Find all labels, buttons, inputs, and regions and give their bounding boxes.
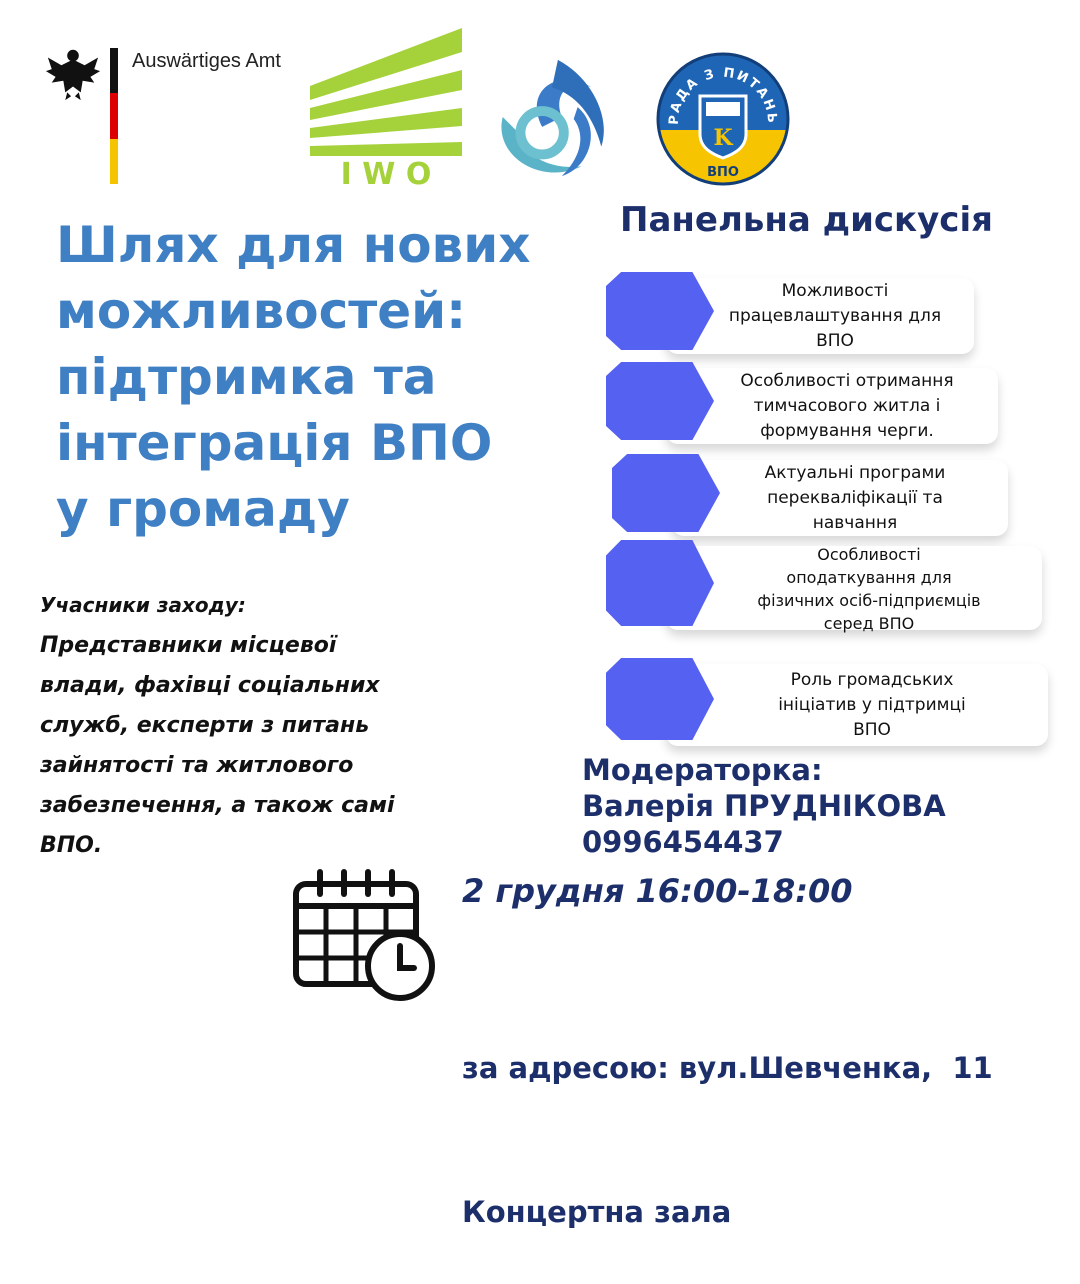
participants-text: Представники місцевої влади, фахівці соціальних служб, експерти з питань зайнятості та житлового забезпечення, а також самі ВПО. bbox=[40, 633, 395, 858]
moderator-label: Модераторка: bbox=[582, 753, 823, 787]
arrow-icon bbox=[606, 272, 714, 350]
seal-bottom-text: ВПО bbox=[707, 165, 739, 180]
title-line: у громаду bbox=[56, 480, 350, 538]
panel-discussion-title: Панельна дискусія bbox=[620, 200, 993, 240]
venue-name: Концертна зала bbox=[462, 1195, 732, 1229]
title-line: можливостей: bbox=[56, 282, 467, 340]
event-address bbox=[462, 948, 993, 1284]
german-eagle-icon bbox=[44, 44, 102, 102]
seal-letter: K bbox=[713, 125, 733, 151]
german-flag-stripe bbox=[110, 48, 118, 184]
topic-item: Особливості отримання тимчасового житла і формування черги. bbox=[606, 362, 998, 442]
arrow-icon bbox=[606, 658, 714, 740]
topic-item: Актуальні програми перекваліфікації та навчання bbox=[612, 454, 1008, 534]
auswaertiges-amt-logo-text: Auswärtiges Amt bbox=[132, 50, 281, 72]
moderator-block bbox=[582, 752, 946, 860]
arrow-icon bbox=[606, 362, 714, 440]
participants-block bbox=[40, 592, 520, 866]
iwo-logo-text: I W O bbox=[340, 157, 432, 188]
address-line: за адресою: вул.Шевченка, 11 bbox=[462, 1051, 993, 1085]
council-vpo-seal bbox=[656, 52, 790, 186]
moderator-name: Валерія ПРУДНІКОВА bbox=[582, 789, 946, 823]
topic-item: Особливості оподаткування для фізичних осіб-підприємців серед ВПО bbox=[606, 540, 1042, 632]
title-line: інтеграція ВПО bbox=[56, 414, 493, 472]
moderator-phone: 0996454437 bbox=[582, 825, 784, 859]
iwo-logo bbox=[306, 28, 466, 188]
topic-item: Роль громадських ініціатив у підтримці ВПО bbox=[606, 658, 1048, 746]
title-line: Шлях для нових bbox=[56, 216, 531, 274]
main-title bbox=[56, 212, 616, 542]
swirl-bird-logo bbox=[482, 48, 622, 186]
event-date-time: 2 грудня 16:00-18:00 bbox=[462, 872, 853, 910]
title-line: підтримка та bbox=[56, 348, 437, 406]
seal-top-text: РАДА З ПИТАНЬ bbox=[666, 65, 780, 126]
calendar-clock-icon bbox=[290, 868, 440, 1004]
arrow-icon bbox=[606, 540, 714, 626]
topic-item: Можливості працевлаштування для ВПО bbox=[606, 272, 974, 352]
participants-label: Учасники заходу: bbox=[40, 593, 246, 617]
arrow-icon bbox=[612, 454, 720, 532]
